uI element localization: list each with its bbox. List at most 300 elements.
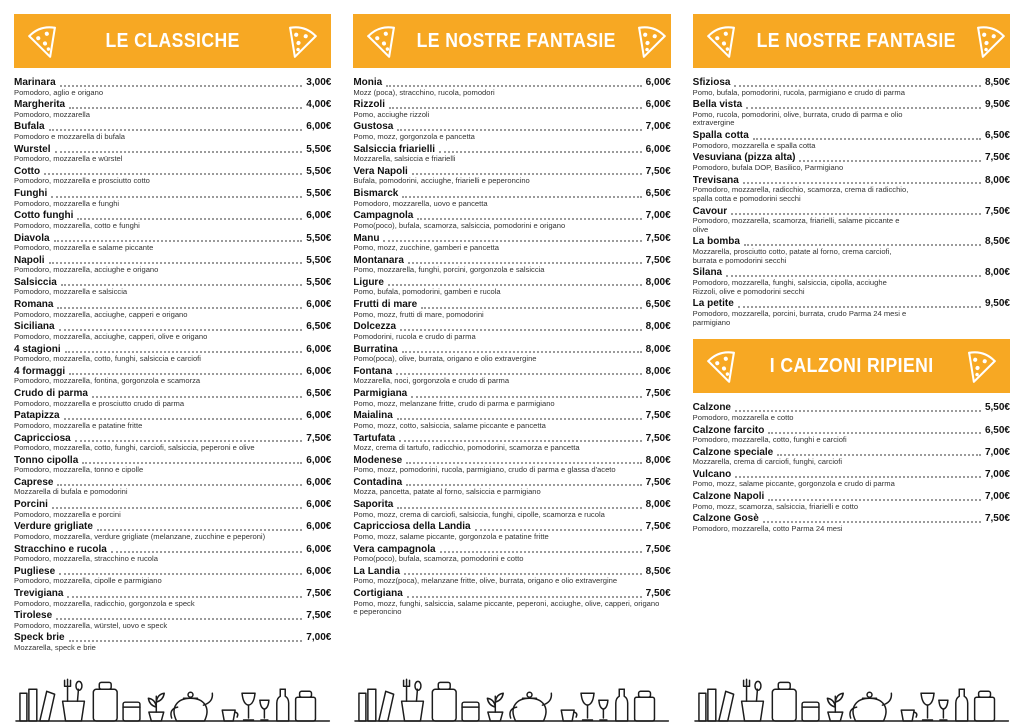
item-name: La petite bbox=[692, 298, 734, 310]
section-title: LE CLASSICHE bbox=[105, 29, 240, 52]
item-price: 5,50€ bbox=[306, 188, 332, 200]
dotted-leader bbox=[734, 85, 981, 87]
menu-section bbox=[693, 14, 1010, 327]
item-price: 7,50€ bbox=[306, 610, 332, 622]
item-price: 7,50€ bbox=[645, 432, 671, 444]
item-price: 5,50€ bbox=[984, 402, 1010, 414]
item-name: Capricciosa della Landia bbox=[353, 521, 471, 533]
item-name: Modenese bbox=[353, 454, 403, 466]
menu-item bbox=[353, 410, 670, 430]
item-description: Pomo(poco), bufala, scamorza, salsiccia, pomodorini e origano bbox=[353, 220, 566, 230]
item-name: Stracchino e rucola bbox=[14, 543, 107, 555]
item-price: 6,00€ bbox=[306, 410, 332, 422]
item-name: Rizzoli bbox=[353, 99, 385, 111]
menu-item bbox=[693, 402, 1010, 422]
dotted-leader bbox=[799, 160, 980, 162]
item-description: Pomodoro, mozzarella, uovo e pancetta bbox=[353, 198, 488, 208]
item-name: Calzone Napoli bbox=[692, 491, 765, 503]
item-price: 7,50€ bbox=[306, 432, 332, 444]
menu-item bbox=[353, 499, 670, 519]
menu-item-list bbox=[14, 77, 331, 653]
item-name: Trevisana bbox=[692, 174, 739, 186]
item-price: 8,00€ bbox=[984, 267, 1010, 279]
item-price: 8,00€ bbox=[645, 276, 671, 288]
item-name: Vera campagnola bbox=[353, 543, 436, 555]
item-price: 3,00€ bbox=[306, 77, 332, 88]
menu-item bbox=[14, 632, 331, 652]
item-price: 7,50€ bbox=[645, 521, 671, 533]
menu-item bbox=[14, 477, 331, 497]
dotted-leader bbox=[82, 462, 302, 464]
item-name: Cotto bbox=[14, 165, 41, 177]
menu-item bbox=[14, 521, 331, 541]
item-name: Tonno cipolla bbox=[14, 454, 79, 466]
item-price: 5,50€ bbox=[306, 254, 332, 266]
menu-item bbox=[353, 321, 670, 341]
menu-item bbox=[14, 255, 331, 275]
dotted-leader bbox=[396, 373, 641, 375]
menu-column-fantasie-2-calzoni bbox=[693, 14, 1010, 724]
menu-item bbox=[693, 175, 1010, 204]
menu-item-line bbox=[353, 299, 670, 311]
menu-item bbox=[353, 566, 670, 586]
item-description: Pomo, bufala, pomodorini, rucola, parmigiano e crudo di parma bbox=[692, 87, 905, 97]
menu-item bbox=[693, 206, 1010, 235]
menu-item bbox=[693, 513, 1010, 533]
menu-item bbox=[14, 499, 331, 519]
item-price: 8,50€ bbox=[984, 236, 1010, 248]
menu-item bbox=[14, 610, 331, 630]
item-name: La bomba bbox=[692, 236, 740, 248]
menu-item bbox=[693, 99, 1010, 128]
item-description: Pomo, mozz, salame piccante, gorgonzola e crudo di parma bbox=[692, 479, 895, 489]
item-description: Pomo(poca), olive, burrata, origano e olio extravergine bbox=[353, 354, 537, 364]
pizza-slice-icon bbox=[964, 17, 1010, 65]
item-name: Parmigiana bbox=[353, 388, 408, 400]
menu-item-line bbox=[693, 130, 1010, 142]
item-name: Salsiccia friarielli bbox=[353, 143, 436, 155]
menu-item bbox=[353, 210, 670, 230]
item-price: 7,50€ bbox=[645, 410, 671, 422]
dotted-leader bbox=[59, 329, 303, 331]
menu-item bbox=[693, 447, 1010, 467]
item-description: Pomodoro, mozzarella, tonno e cipolle bbox=[14, 465, 144, 475]
item-description: Pomodoro, mozzarella, cotto Parma 24 mesi bbox=[692, 523, 843, 533]
item-price: 7,50€ bbox=[645, 588, 671, 600]
item-description: Pomodoro e mozzarella di bufala bbox=[14, 131, 126, 141]
item-price: 6,00€ bbox=[645, 99, 671, 111]
menu-item bbox=[693, 267, 1010, 296]
item-description: Pomodoro, mozzarella e salsiccia bbox=[14, 287, 128, 297]
item-description: Pomodoro, mozzarella, scamorza, friarielli, salame piccante e olive bbox=[692, 216, 900, 234]
item-description: Pomo, mozzarella, funghi, porcini, gorgonzola e salsiccia bbox=[353, 265, 545, 275]
item-name: Calzone farcito bbox=[692, 424, 765, 436]
menu-item bbox=[353, 188, 670, 208]
menu-section bbox=[353, 14, 670, 617]
item-description: Pomodoro, mozzarella, cotto, funghi, carciofi, salsiccia, peperoni e olive bbox=[14, 443, 255, 452]
dotted-leader bbox=[59, 573, 302, 575]
dotted-leader bbox=[412, 173, 642, 175]
item-price: 5,50€ bbox=[306, 232, 332, 244]
dotted-leader bbox=[388, 284, 642, 286]
menu-item bbox=[693, 236, 1010, 265]
item-name: Crudo di parma bbox=[14, 388, 88, 400]
menu-item bbox=[14, 166, 331, 186]
item-description: Pomodoro, mozzarella, radicchio, scamorza, crema di radicchio, spalla cotta e pomodorini secchi bbox=[692, 185, 909, 203]
item-name: Capricciosa bbox=[14, 432, 71, 444]
menu-item bbox=[14, 566, 331, 586]
item-name: Wurstel bbox=[14, 143, 51, 155]
dotted-leader bbox=[44, 173, 302, 175]
item-description: Pomodoro, mozzarella, porcini, burrata, crudo Parma 24 mesi e parmigiano bbox=[692, 308, 907, 327]
item-name: Maialina bbox=[353, 410, 393, 422]
dotted-leader bbox=[383, 240, 641, 242]
section-header bbox=[693, 339, 1010, 393]
item-name: Silana bbox=[692, 267, 723, 279]
dotted-leader bbox=[763, 521, 981, 523]
item-price: 6,50€ bbox=[645, 299, 671, 311]
item-price: 7,50€ bbox=[645, 543, 671, 555]
item-price: 5,50€ bbox=[306, 143, 332, 155]
dotted-leader bbox=[77, 218, 302, 220]
item-description: Pomodoro, mozzarella, cotto, funghi, salsiccia e carciofi bbox=[14, 354, 201, 364]
item-description: Pomodoro, bufala DOP, Basilico, Parmigiano bbox=[692, 162, 844, 172]
item-price: 6,00€ bbox=[306, 299, 332, 311]
dotted-leader bbox=[64, 418, 303, 420]
menu-item bbox=[353, 166, 670, 186]
menu-item bbox=[353, 77, 670, 97]
item-name: Salsiccia bbox=[14, 276, 57, 288]
item-description: Pomo, acciughe rizzoli bbox=[353, 109, 430, 119]
dotted-leader bbox=[49, 129, 303, 131]
menu-item-line bbox=[693, 77, 1010, 89]
item-description: Pomodoro, aglio e origano bbox=[14, 87, 104, 97]
dotted-leader bbox=[389, 107, 642, 109]
item-description: Pomodorini, rucola e crudo di parma bbox=[353, 331, 476, 341]
menu-item-line bbox=[14, 77, 331, 89]
menu-item bbox=[14, 388, 331, 408]
item-description: Pomodoro, mozzarella, radicchio, gorgonzola e speck bbox=[14, 598, 195, 608]
menu-section bbox=[14, 14, 331, 653]
dotted-leader bbox=[60, 85, 303, 87]
menu-item bbox=[353, 144, 670, 164]
menu-item bbox=[353, 233, 670, 253]
menu-item-list bbox=[693, 402, 1010, 533]
item-description: Pomo, mozz, melanzane fritte, crudo di parma e parmigiano bbox=[353, 398, 555, 408]
item-price: 8,00€ bbox=[645, 321, 671, 333]
item-name: Napoli bbox=[14, 254, 45, 266]
item-name: Bismarck bbox=[353, 188, 399, 200]
item-price: 8,00€ bbox=[984, 174, 1010, 186]
dotted-leader bbox=[397, 129, 641, 131]
menu-item bbox=[14, 188, 331, 208]
section-header bbox=[14, 14, 331, 68]
section-header bbox=[353, 14, 670, 68]
menu-item-line bbox=[14, 99, 331, 111]
dotted-leader bbox=[746, 107, 981, 109]
dotted-leader bbox=[56, 618, 302, 620]
item-price: 5,50€ bbox=[306, 276, 332, 288]
menu-item-line bbox=[14, 299, 331, 311]
item-description: Pomo, rucola, pomodorini, olive, burrata, crudo di parma e olio extravergine bbox=[692, 109, 903, 128]
item-price: 6,00€ bbox=[645, 77, 671, 88]
item-description: Pomodoro, mozzarella, stracchino e rucola bbox=[14, 554, 158, 564]
item-description: Pomodoro, mozzarella, acciughe, capperi, olive e origano bbox=[14, 331, 208, 341]
item-description: Pomo(poco), bufala, scamorza, pomodorini e cotto bbox=[353, 554, 524, 564]
dotted-leader bbox=[386, 85, 641, 87]
item-description: Pomodoro, mozzarella e funghi bbox=[14, 198, 120, 208]
item-name: Romana bbox=[14, 299, 54, 311]
section-header bbox=[693, 14, 1010, 68]
item-price: 7,50€ bbox=[645, 476, 671, 488]
item-name: Caprese bbox=[14, 476, 54, 488]
item-description: Pomodoro, mozzarella, cotto, funghi e carciofi bbox=[692, 435, 847, 444]
menu-item bbox=[353, 344, 670, 364]
item-name: Cavour bbox=[692, 205, 728, 217]
menu-item bbox=[353, 366, 670, 386]
item-description: Mozzarella, crema di carciofi, funghi, carciofi bbox=[692, 457, 843, 467]
dotted-leader bbox=[54, 240, 303, 242]
menu-item-line bbox=[353, 388, 670, 400]
menu-column-fantasie-1 bbox=[353, 14, 670, 724]
item-price: 6,00€ bbox=[306, 521, 332, 533]
menu-column-body bbox=[14, 14, 331, 662]
item-description: Pomo, mozz, scamorza, salsiccia, friarielli e cotto bbox=[692, 501, 859, 511]
item-description: Pomodoro, mozzarella e cotto bbox=[692, 412, 794, 422]
menu-item bbox=[693, 298, 1010, 327]
item-price: 7,00€ bbox=[984, 468, 1010, 480]
item-name: Campagnola bbox=[353, 210, 414, 222]
item-price: 7,50€ bbox=[645, 232, 671, 244]
item-price: 6,00€ bbox=[645, 143, 671, 155]
item-name: Manu bbox=[353, 232, 380, 244]
menu-item bbox=[693, 469, 1010, 489]
dotted-leader bbox=[51, 196, 302, 198]
item-price: 6,00€ bbox=[306, 454, 332, 466]
item-description: Pomo, mozz, salame piccante, gorgonzola e patatine fritte bbox=[353, 531, 549, 541]
dotted-leader bbox=[406, 462, 641, 464]
menu-item-line bbox=[353, 188, 670, 200]
item-name: Vesuviana (pizza alta) bbox=[692, 152, 796, 164]
item-price: 7,00€ bbox=[645, 121, 671, 133]
dotted-leader bbox=[67, 596, 302, 598]
dotted-leader bbox=[768, 499, 981, 501]
menu-item bbox=[353, 455, 670, 475]
item-description: Pomodoro, mozzarella e prosciutto cotto bbox=[14, 176, 150, 186]
dotted-leader bbox=[61, 284, 302, 286]
item-price: 7,00€ bbox=[984, 446, 1010, 458]
menu-item bbox=[14, 544, 331, 564]
item-name: Montanara bbox=[353, 254, 404, 266]
menu-column-body bbox=[693, 14, 1010, 662]
item-description: Pomodoro, mozzarella e prosciutto crudo di parma bbox=[14, 398, 185, 408]
menu-item bbox=[14, 321, 331, 341]
menu-item bbox=[14, 99, 331, 119]
item-price: 6,00€ bbox=[306, 365, 332, 377]
dotted-leader bbox=[738, 306, 981, 308]
dotted-leader bbox=[57, 307, 302, 309]
pizza-slice-icon bbox=[700, 342, 748, 390]
dotted-leader bbox=[52, 507, 302, 509]
item-name: 4 formaggi bbox=[14, 365, 66, 377]
dotted-leader bbox=[440, 551, 642, 553]
menu-item bbox=[353, 544, 670, 564]
dotted-leader bbox=[111, 551, 302, 553]
item-name: Vulcano bbox=[692, 468, 732, 480]
menu-item-line bbox=[693, 99, 1010, 111]
dotted-leader bbox=[406, 484, 641, 486]
item-description: Mozzarella, salsiccia e friarielli bbox=[353, 154, 456, 164]
kitchen-shelf-illustration bbox=[353, 662, 670, 724]
dotted-leader bbox=[397, 418, 642, 420]
item-description: Pomodoro, mozzarella e spalla cotta bbox=[692, 140, 816, 150]
dotted-leader bbox=[402, 351, 642, 353]
pizza-slice-icon bbox=[21, 17, 69, 65]
item-name: Funghi bbox=[14, 188, 48, 200]
pizza-slice-icon bbox=[360, 17, 408, 65]
menu-item-line bbox=[693, 491, 1010, 503]
menu-item-line bbox=[14, 388, 331, 400]
dotted-leader bbox=[69, 640, 303, 642]
menu-item-line bbox=[353, 77, 670, 89]
item-description: Pomodoro, mozzarella e porcini bbox=[14, 509, 121, 519]
item-description: Pomo, mozz, zucchine, gamberi e pancetta bbox=[353, 243, 499, 253]
dotted-leader bbox=[69, 373, 302, 375]
item-description: Pomodoro, mozzarella e salame piccante bbox=[14, 243, 154, 253]
dotted-leader bbox=[49, 262, 303, 264]
item-name: Calzone Gosè bbox=[692, 513, 759, 525]
item-price: 4,00€ bbox=[306, 99, 332, 111]
item-name: Monia bbox=[353, 77, 383, 88]
dotted-leader bbox=[777, 454, 981, 456]
item-name: Spalla cotta bbox=[692, 130, 749, 142]
item-price: 6,50€ bbox=[306, 388, 332, 400]
pizza-slice-icon bbox=[700, 17, 748, 65]
menu-item bbox=[14, 233, 331, 253]
item-description: Pomodoro, mozzarella, acciughe, capperi e origano bbox=[14, 309, 188, 319]
dotted-leader bbox=[97, 529, 302, 531]
item-name: Bella vista bbox=[692, 99, 743, 111]
menu-item-line bbox=[14, 499, 331, 511]
item-name: Porcini bbox=[14, 499, 48, 511]
item-price: 9,50€ bbox=[984, 99, 1010, 111]
menu-item bbox=[693, 491, 1010, 511]
item-name: Vera Napoli bbox=[353, 165, 408, 177]
item-description: Mozz (poca), stracchino, rucola, pomodori bbox=[353, 87, 495, 97]
dotted-leader bbox=[408, 262, 642, 264]
menu-item bbox=[693, 425, 1010, 445]
menu-item-list bbox=[693, 77, 1010, 327]
item-name: 4 stagioni bbox=[14, 343, 61, 355]
item-name: Fontana bbox=[353, 365, 393, 377]
menu-item bbox=[693, 130, 1010, 150]
item-price: 7,50€ bbox=[984, 513, 1010, 525]
item-description: Pomodoro, mozzarella, würstel, uovo e speck bbox=[14, 620, 168, 630]
item-name: Frutti di mare bbox=[353, 299, 418, 311]
dotted-leader bbox=[439, 151, 642, 153]
dotted-leader bbox=[69, 107, 302, 109]
item-description: Pomo, mozz, gorgonzola e pancetta bbox=[353, 131, 475, 141]
menu-item bbox=[14, 344, 331, 364]
item-description: Mozzarella, noci, gorgonzola e crudo di parma bbox=[353, 376, 510, 386]
item-description: Pomodoro, mozzarella, verdure grigliate (melanzane, zucchine e peperoni) bbox=[14, 531, 266, 541]
dotted-leader bbox=[743, 182, 981, 184]
item-description: Mozzarella, speck e brie bbox=[14, 642, 96, 652]
menu-item bbox=[14, 121, 331, 141]
item-price: 7,50€ bbox=[645, 254, 671, 266]
item-description: Mozzarella di bufala e pomodorini bbox=[14, 487, 128, 497]
item-name: La Landia bbox=[353, 565, 401, 577]
menu-item bbox=[353, 521, 670, 541]
item-price: 8,00€ bbox=[645, 343, 671, 355]
item-name: Cortigiana bbox=[353, 588, 403, 600]
menu-item bbox=[353, 99, 670, 119]
item-price: 8,00€ bbox=[645, 365, 671, 377]
item-description: Pomodoro, mozzarella, acciughe e origano bbox=[14, 265, 159, 275]
item-name: Dolcezza bbox=[353, 321, 397, 333]
item-price: 6,00€ bbox=[306, 565, 332, 577]
pizza-slice-icon bbox=[955, 342, 1003, 390]
section-title: LE NOSTRE FANTASIE bbox=[756, 29, 956, 52]
item-price: 7,50€ bbox=[306, 588, 332, 600]
item-name: Saporita bbox=[353, 499, 394, 511]
item-price: 7,50€ bbox=[984, 152, 1010, 164]
item-description: Pomo, mozz, funghi, salsiccia, salame piccante, peperoni, acciughe, olive, capperi, origano e peperoncino bbox=[353, 598, 660, 617]
menu-item bbox=[14, 299, 331, 319]
item-name: Contadina bbox=[353, 476, 403, 488]
item-description: Pomodoro, mozzarella, fontina, gorgonzola e scamorza bbox=[14, 376, 201, 386]
menu-item bbox=[14, 433, 331, 453]
menu-section bbox=[693, 339, 1010, 533]
item-description: Pomo, mozz, pomodorini, rucola, parmigiano, crudo di parma e glassa d'aceto bbox=[353, 465, 616, 475]
dotted-leader bbox=[55, 151, 303, 153]
menu-item bbox=[693, 77, 1010, 97]
menu-item bbox=[14, 77, 331, 97]
dotted-leader bbox=[400, 329, 642, 331]
item-price: 7,00€ bbox=[645, 210, 671, 222]
item-description: Mozzarella, prosciutto cotto, patate al forno, crema carciofi, burrata e pomodorini secchi bbox=[692, 246, 892, 265]
menu-item bbox=[353, 588, 670, 617]
dotted-leader bbox=[397, 507, 641, 509]
pizza-slice-icon bbox=[625, 17, 671, 65]
item-name: Sfiziosa bbox=[692, 77, 731, 88]
menu-item-line bbox=[14, 188, 331, 200]
menu-item bbox=[353, 388, 670, 408]
dotted-leader bbox=[404, 573, 642, 575]
item-price: 6,00€ bbox=[306, 121, 332, 133]
menu-item-line bbox=[353, 588, 670, 600]
item-name: Tartufata bbox=[353, 432, 396, 444]
item-description: Pomo, mozz, crema di carciofi, salsiccia, funghi, cipolle, scamorza e rucola bbox=[353, 509, 605, 519]
item-price: 8,50€ bbox=[645, 565, 671, 577]
item-name: Bufala bbox=[14, 121, 45, 133]
item-price: 7,50€ bbox=[645, 388, 671, 400]
dotted-leader bbox=[411, 396, 641, 398]
menu-item bbox=[14, 455, 331, 475]
item-price: 6,50€ bbox=[984, 424, 1010, 436]
dotted-leader bbox=[65, 351, 303, 353]
section-title: I CALZONI RIPIENI bbox=[769, 354, 934, 377]
menu-item bbox=[14, 366, 331, 386]
item-price: 6,00€ bbox=[306, 499, 332, 511]
item-price: 6,50€ bbox=[306, 321, 332, 333]
item-name: Cotto funghi bbox=[14, 210, 74, 222]
menu-column-body bbox=[353, 14, 670, 662]
item-price: 6,50€ bbox=[645, 188, 671, 200]
dotted-leader bbox=[421, 307, 641, 309]
item-name: Burratina bbox=[353, 343, 398, 355]
item-name: Margherita bbox=[14, 99, 66, 111]
